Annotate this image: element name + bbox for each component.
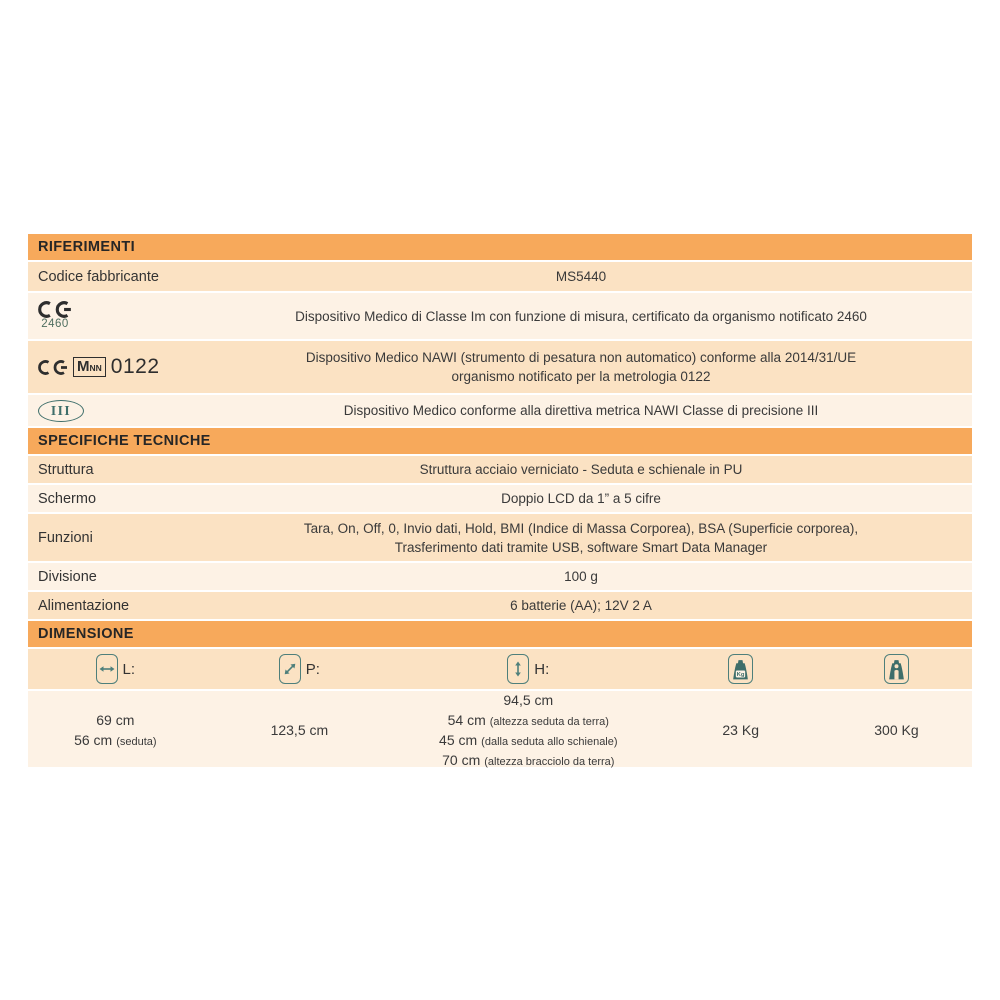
max-capacity-value: 300 Kg [874, 722, 919, 738]
notified-body-number: 2460 [41, 318, 69, 331]
seat-width-value: 56 cm [74, 732, 113, 748]
divisione-value: 100 g [564, 569, 598, 584]
dim-label-p: P: [305, 660, 320, 678]
weight-kg-icon [728, 654, 753, 684]
dim-col-max-capacity [821, 649, 972, 689]
class-iii-label: III [50, 402, 72, 418]
row-label-alimentazione: Alimentazione [38, 597, 130, 614]
seat-height-value: 54 cm [447, 712, 486, 728]
length-value: 69 cm [96, 712, 135, 728]
table-row [28, 293, 972, 339]
weight-values [660, 691, 820, 771]
table-row [28, 514, 972, 561]
backrest-height-value: 45 cm [439, 732, 478, 748]
table-row [28, 341, 972, 393]
manufacturer-code-value: MS5440 [555, 269, 607, 284]
dim-col-depth [203, 649, 397, 689]
table-row [28, 262, 972, 291]
depth-value: 123,5 cm [270, 722, 329, 738]
nawi-text-line2: organismo notificato per la metrologia 0122 [451, 369, 711, 384]
armrest-height-value: 70 cm [442, 752, 481, 768]
dimension-icons-row [28, 649, 972, 689]
width-arrow-icon [96, 654, 118, 684]
funzioni-value-line2: Trasferimento dati tramite USB, software Smart Data Manager [394, 539, 768, 555]
height-arrow-icon [507, 654, 529, 684]
device-weight-value: 23 Kg [722, 722, 759, 738]
row-label-struttura: Struttura [38, 461, 94, 478]
table-row [28, 395, 972, 426]
ce-class-im-text: Dispositivo Medico di Classe Im con funzione di misura, certificato da organismo notificato 2460 [295, 308, 867, 324]
ce-mark-icon [38, 301, 72, 318]
dim-label-h: H: [534, 660, 550, 678]
table-row [28, 563, 972, 590]
depth-values [203, 691, 397, 771]
metrology-body-number: 0122 [110, 355, 160, 378]
total-height-value: 94,5 cm [503, 692, 554, 708]
row-label-funzioni: Funzioni [38, 529, 93, 546]
funzioni-value-line1: Tara, On, Off, 0, Invio dati, Hold, BMI (Indice di Massa Corporea), BSA (Superficie corporea), [303, 520, 859, 536]
metrology-m-box-icon [73, 357, 106, 377]
height-values: 94,5 cm 54 cm (altezza seduta da terra) 45 cm (dalla seduta allo schienale) 70 cm (altezza bracciolo da terra) [439, 692, 618, 768]
class-iii-text: Dispositivo Medico conforme alla direttiva metrica NAWI Classe di precisione III [343, 403, 819, 418]
dim-label-l: L: [122, 660, 136, 678]
metrology-m-letter: M [77, 358, 90, 375]
metrology-nn-letters: NN [89, 363, 102, 373]
alimentazione-value: 6 batterie (AA); 12V 2 A [510, 598, 652, 613]
row-label-divisione: Divisione [38, 568, 97, 585]
product-spec-table [28, 234, 972, 769]
dimension-values-row [28, 691, 972, 767]
section-header-specifiche-tecniche: SPECIFICHE TECNICHE [28, 428, 972, 454]
length-values: 69 cm 56 cm (seduta) [74, 712, 157, 748]
struttura-value: Struttura acciaio verniciato - Seduta e schienale in PU [419, 462, 743, 477]
max-capacity-icon [884, 654, 909, 684]
precision-class-iii-icon [38, 400, 84, 422]
dim-col-weight [660, 649, 820, 689]
ce-metrology-0122-icon [38, 355, 160, 379]
table-row [28, 592, 972, 619]
section-header-riferimenti: RIFERIMENTI [28, 234, 972, 260]
nawi-text-line1: Dispositivo Medico NAWI (strumento di pesatura non automatico) conforme alla 2014/31/UE [305, 350, 857, 365]
max-capacity-values [821, 691, 972, 771]
table-row [28, 485, 972, 512]
dim-col-height [396, 649, 660, 689]
section-header-dimensione: DIMENSIONE [28, 621, 972, 647]
schermo-value: Doppio LCD da 1” a 5 cifre [501, 491, 661, 506]
ce-mark-2460-icon [38, 301, 72, 331]
kg-icon-label: Kg [736, 671, 745, 678]
ce-mark-icon [38, 360, 68, 375]
depth-arrow-icon [279, 654, 301, 684]
dim-col-length [28, 649, 203, 689]
table-row [28, 456, 972, 483]
row-label-codice-fabbricante: Codice fabbricante [38, 268, 159, 285]
row-label-schermo: Schermo [38, 490, 97, 507]
